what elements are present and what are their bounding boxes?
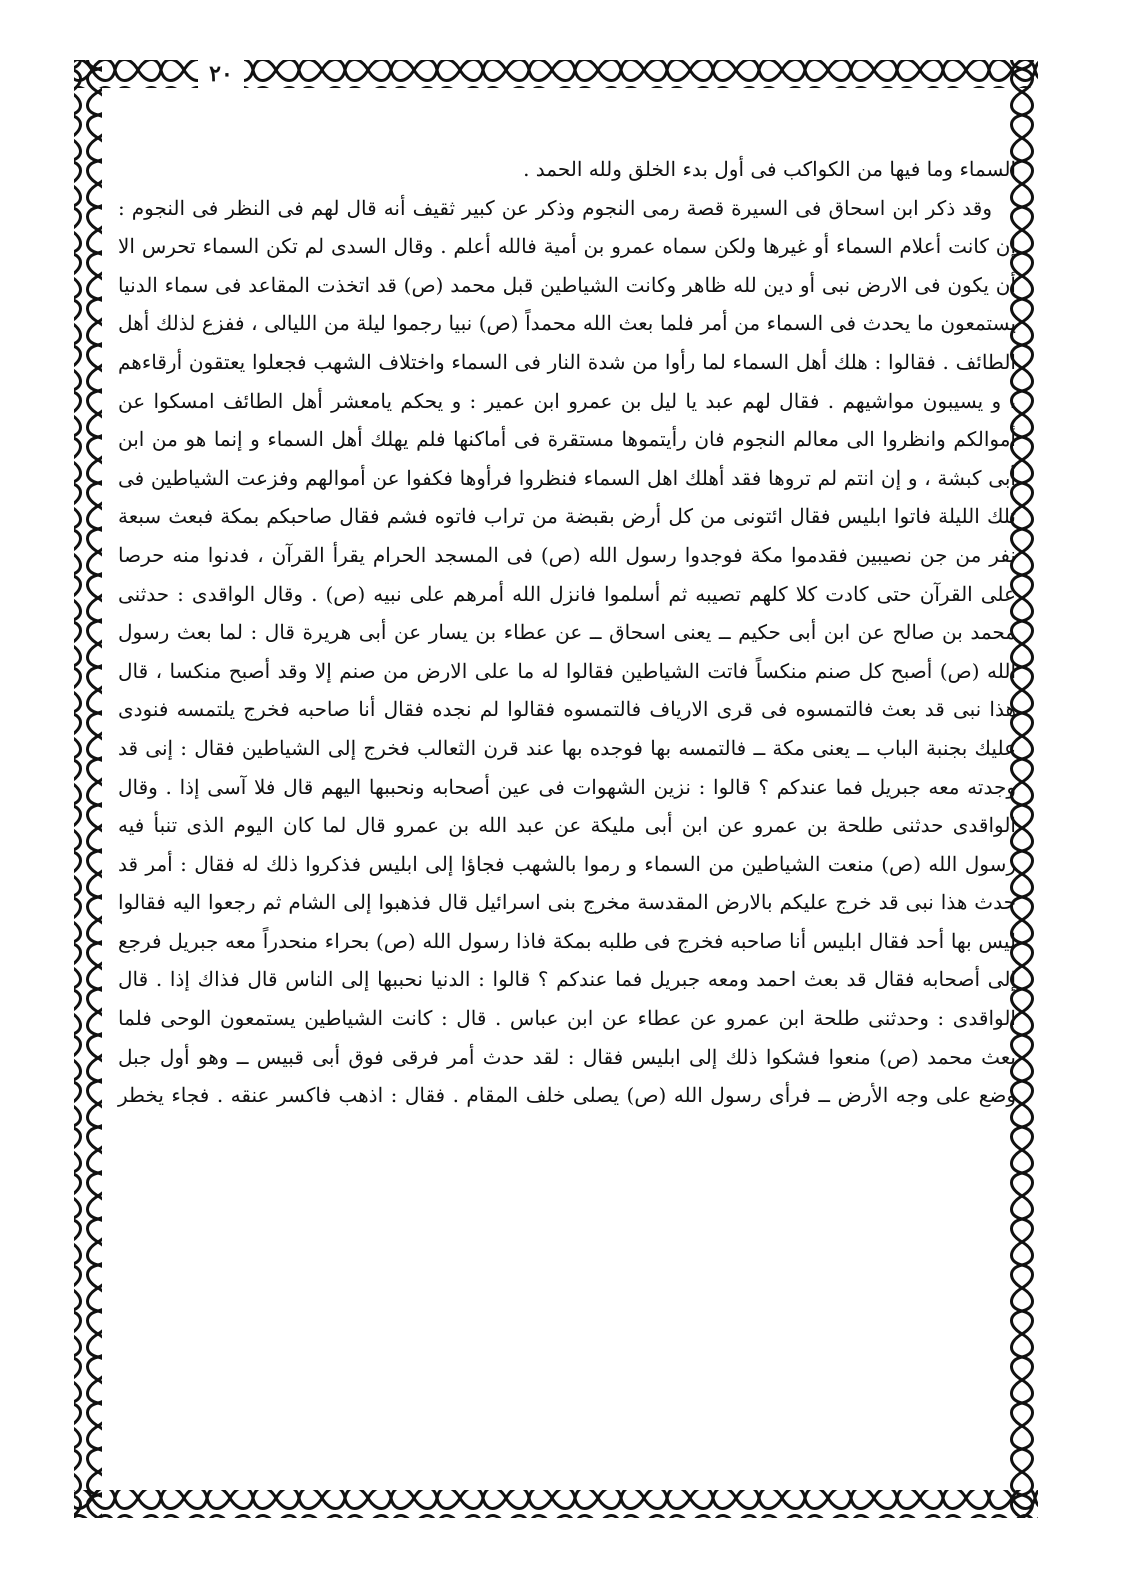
page-number: ٢٠ — [198, 60, 244, 88]
paragraph-main: وقد ذكر ابن اسحاق فى السيرة قصة رمى النجوم وذكر عن كبير ثقيف أنه قال لهم فى النظر فى النجوم : إن كانت أعلام السماء أو غيرها ولكن سماه عمرو بن أمية فالله أعلم . وقال السدى لم تكن السماء تحرس الا أن يكون فى الارض نبى أو دين لله ظاهر وكانت الشياطين قبل محمد (ص) قد اتخذت المقاعد فى سماء الدنيا يستمعون ما يحدث فى السماء من أمر فلما بعث الله محمداً (ص) نبيا رجموا ليلة من الليالى ، ففزع لذلك أهل الطائف . فقالوا : هلك أهل السماء لما رأوا من شدة النار فى السماء واختلاف الشهب فجعلوا يعتقون أرقاءهم ، و يسيبون مواشيهم . فقال لهم عبد يا ليل بن عمرو ابن عمير : و يحكم يامعشر أهل الطائف امسكوا عن أموالكم وانظروا الى معالم النجوم فان رأيتموها مستقرة فى أماكنها فلم يهلك أهل السماء و إنما هو من ابن أبى كبشة ، و إن انتم لم تروها فقد أهلك اهل السماء فنظروا فرأوها فكفوا عن أموالهم وفزعت الشياطين فى تلك الليلة فاتوا ابليس فقال ائتونى من كل أرض بقبضة من تراب فاتوه فشم فقال صاحبكم بمكة فبعث سبعة نفر من جن نصيبين فقدموا مكة فوجدوا رسول الله (ص) فى المسجد الحرام يقرأ القرآن ، فدنوا منه حرصا على القرآن حتى كادت كلا كلهم تصيبه ثم أسلموا فانزل الله أمرهم على نبيه (ص) . وقال الواقدى : حدثنى محمد بن صالح عن ابن أبى حكيم ــ يعنى اسحاق ــ عن عطاء بن يسار عن أبى هريرة قال : لما بعث رسول الله (ص) أصبح كل صنم منكساً فاتت الشياطين فقالوا له ما على الارض من صنم إلا وقد أصبح منكسا ، قال هذا نبى قد بعث فالتمسوه فى قرى الارياف فالتمسوه فقالوا لم نجده فقال أنا صاحبه فخرج يلتمسه فنودى عليك بجنبة الباب ــ يعنى مكة ــ فالتمسه بها فوجده بها عند قرن الثعالب فخرج إلى الشياطين فقال : إنى قد وجدته معه جبريل فما عندكم ؟ قالوا : نزين الشهوات فى عين أصحابه ونحببها اليهم قال فلا آسى إذا . وقال الواقدى حدثنى طلحة بن عمرو عن ابن أبى مليكة عن عبد الله بن عمرو قال لما كان اليوم الذى تنبأ فيه رسول الله (ص) منعت الشياطين من السماء و رموا بالشهب فجاؤا إلى ابليس فذكروا ذلك له فقال : أمر قد حدث هذا نبى قد خرج عليكم بالارض المقدسة مخرج بنى اسرائيل قال فذهبوا إلى الشام ثم رجعوا اليه فقالوا ليس بها أحد فقال ابليس أنا صاحبه فخرج فى طلبه بمكة فاذا رسول الله (ص) بحراء منحدراً معه جبريل فرجع إلى أصحابه فقال قد بعث احمد ومعه جبريل فما عندكم ؟ قالوا : الدنيا نحببها إلى الناس قال فذاك إذا . قال الواقدى : وحدثنى طلحة ابن عمرو عن عطاء عن ابن عباس . قال : كانت الشياطين يستمعون الوحى فلما بعث محمد (ص) منعوا فشكوا ذلك إلى ابليس فقال : لقد حدث أمر فرقى فوق أبى قبيس ــ وهو أول جبل وضع على وجه الأرض ــ فرأى رسول الله (ص) يصلى خلف المقام . فقال : اذهب فاكسر عنقه . فجاء يخطر — [118, 195, 1017, 1108]
paragraph-continuation: السماء وما فيها من الكواكب فى أول بدء الخلق ولله الحمد . — [523, 157, 1016, 181]
page-body — [118, 150, 1016, 1505]
